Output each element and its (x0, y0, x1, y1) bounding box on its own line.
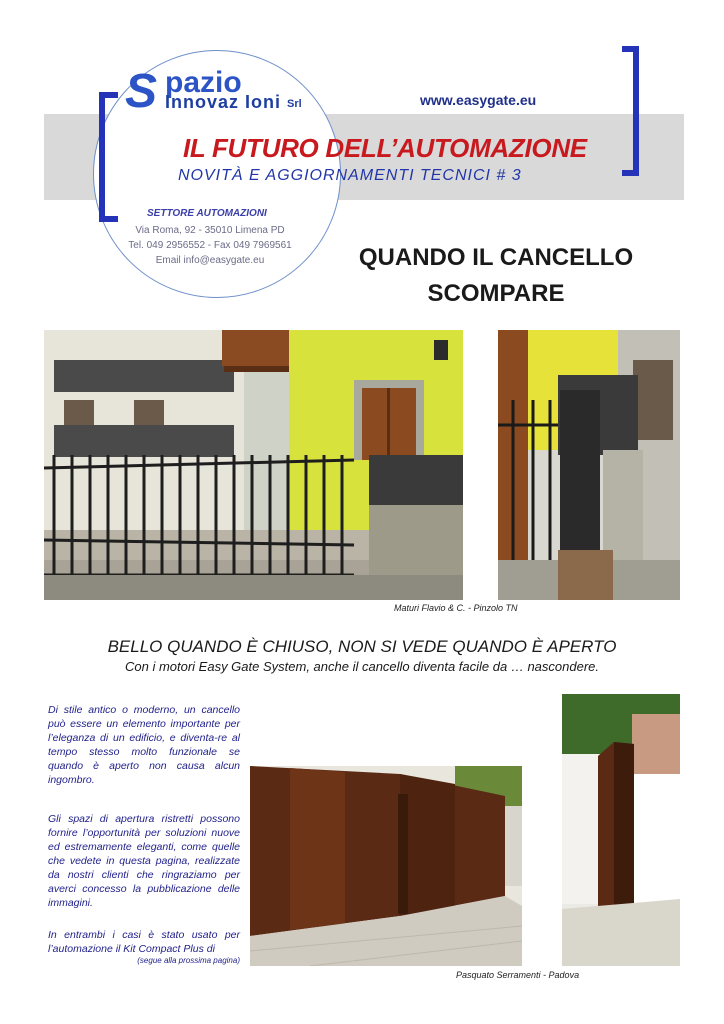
headline-line-2: SCOMPARE (427, 280, 565, 307)
photo-corten-gate (250, 766, 522, 966)
logo-word-pazio: pazio (165, 66, 242, 99)
headline (340, 240, 652, 312)
right-bracket (622, 46, 639, 176)
sector-label: SETTORE AUTOMAZIONI (147, 208, 267, 219)
phone-fax: Tel. 049 2956552 - Fax 049 7969561 (128, 240, 292, 251)
photo-gate-motor (498, 330, 680, 600)
address: Via Roma, 92 - 35010 Limena PD (135, 225, 285, 236)
logo-word-innovazioni: Innovaz Ioni (165, 92, 282, 112)
website-link[interactable]: www.easygate.eu (420, 92, 537, 108)
logo-letter-s: S (125, 65, 158, 118)
body-paragraph-1: Di stile antico o moderno, un cancello può essere un elemento importante per l’eleganza di un edificio, e diventa-re al tempo stesso molto funzionale se quando è aperto non causa alcun ingombro. (48, 704, 240, 786)
page-subtitle: NOVITÀ E AGGIORNAMENTI TECNICI # 3 (178, 167, 522, 184)
caption-bottom-photo: Pasquato Serramenti - Padova (456, 970, 580, 980)
continue-note: (segue alla prossima pagina) (137, 956, 240, 965)
left-bracket (99, 92, 118, 222)
email[interactable]: Email info@easygate.eu (155, 255, 265, 266)
caption-top-photo: Maturi Flavio & C. - Pinzolo TN (394, 603, 518, 613)
photo-gate-post (562, 694, 680, 966)
body-paragraph-2: Gli spazi di apertura ristretti possono fornire l’opportunità per soluzioni nuove ed estremamente eleganti, come quelle che vedete in questa pagina, realizzate da nostri clienti che ringraziamo per averci concesso la pubblicazione delle immagini. (48, 813, 240, 909)
logo-srl: Srl (287, 98, 302, 110)
page-title: IL FUTURO DELL’AUTOMAZIONE (183, 133, 587, 163)
section-subtitle: Con i motori Easy Gate System, anche il cancello diventa facile da … nascondere. (124, 659, 600, 674)
body-paragraph-3: In entrambi i casi è stato usato per l’automazione il Kit Compact Plus di (48, 929, 240, 955)
headline-line-1: QUANDO IL CANCELLO (358, 244, 634, 271)
photo-building-gate (44, 330, 463, 600)
section-title: BELLO QUANDO È CHIUSO, NON SI VEDE QUANDO È APERTO (107, 637, 617, 656)
